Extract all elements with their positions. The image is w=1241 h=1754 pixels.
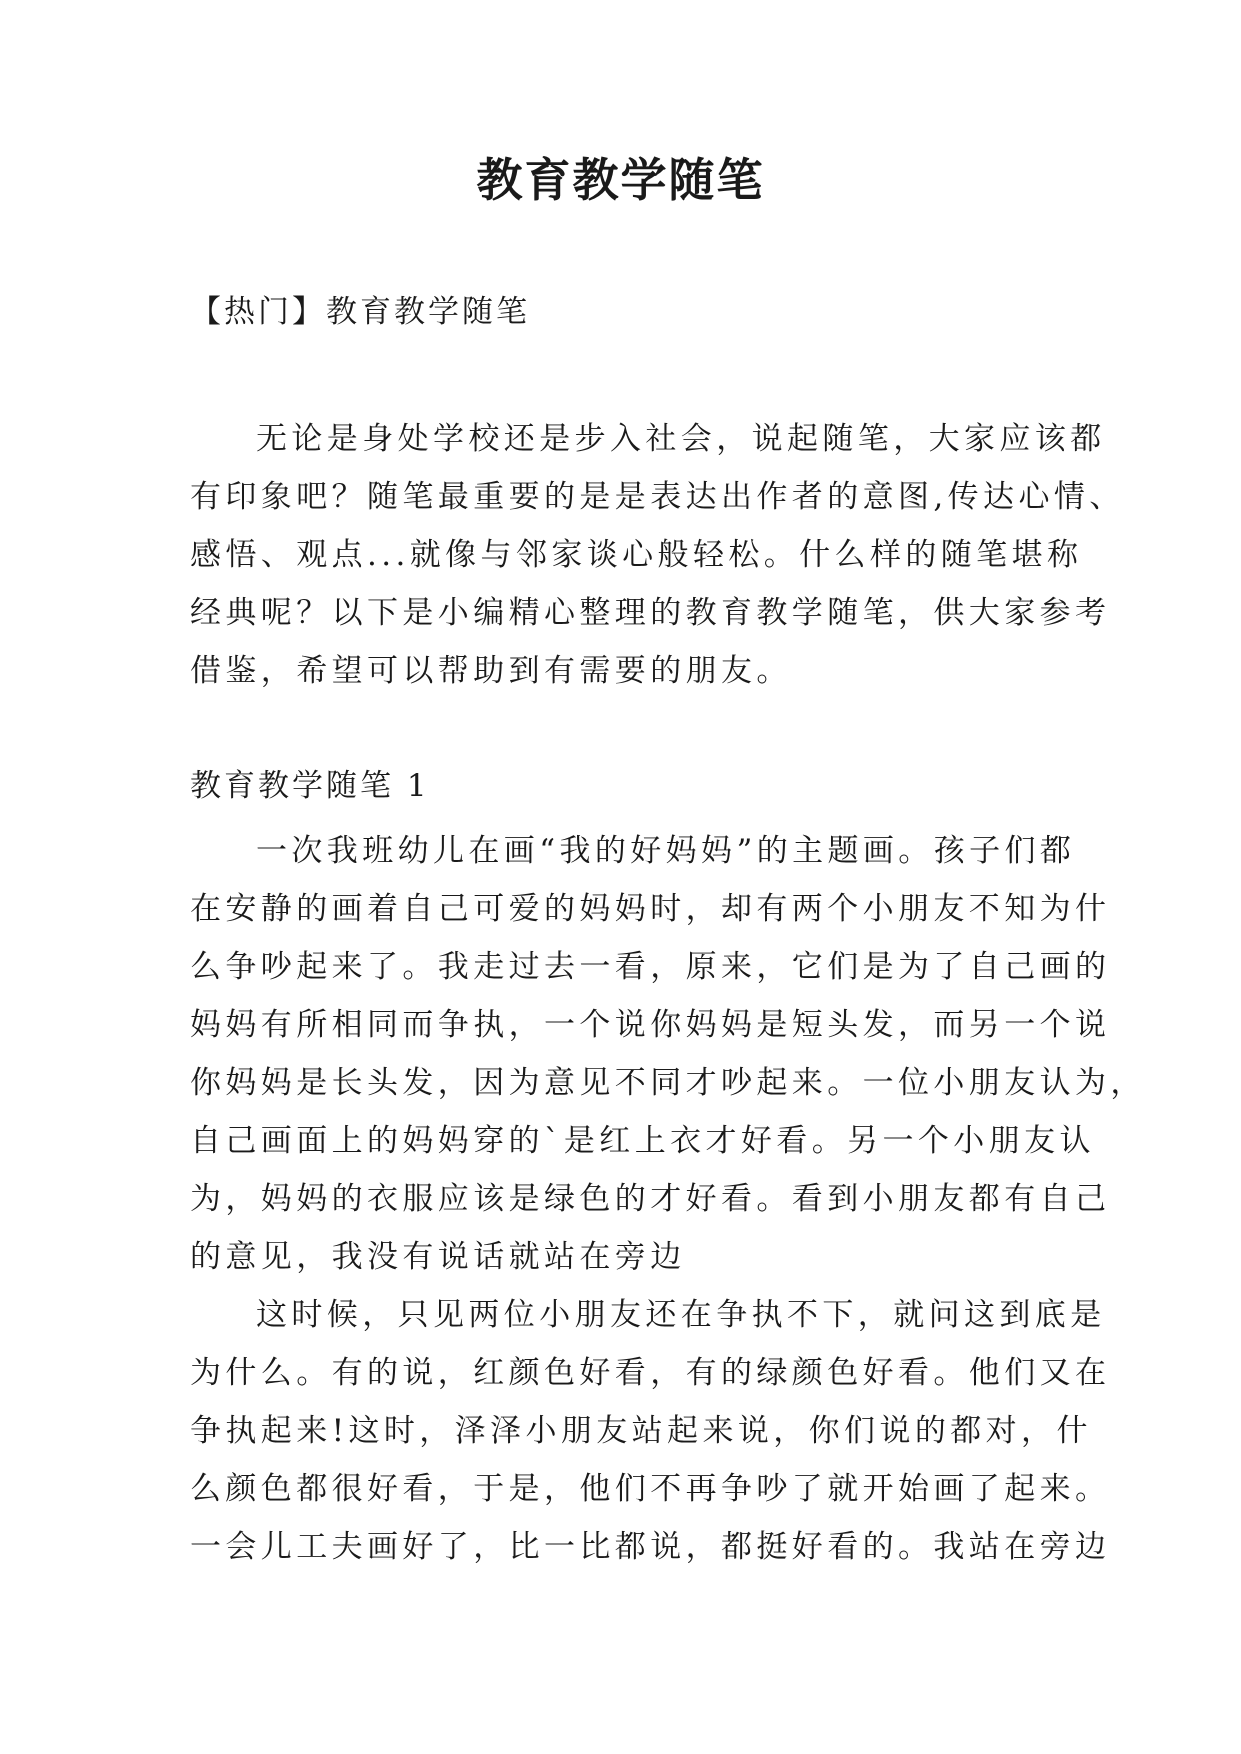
text-line: 感悟、观点...就像与邻家谈心般轻松。什么样的随笔堪称: [190, 537, 1083, 573]
body-paragraph-1: [190, 822, 1146, 1286]
text-line: 妈妈有所相同而争执，一个说你妈妈是短头发，而另一个说: [190, 1007, 1111, 1043]
text-line: 的意见，我没有说话就站在旁边: [190, 1239, 686, 1275]
text-line: 么争吵起来了。我走过去一看，原来，它们是为了自己画的: [190, 949, 1111, 985]
essay-body: [190, 822, 1146, 1576]
text-line: 有印象吧？随笔最重要的是是表达出作者的意图,传达心情、: [190, 479, 1125, 515]
text-line: 自己画面上的妈妈穿的`是红上衣才好看。另一个小朋友认: [190, 1123, 1095, 1159]
body-paragraph-2: [190, 1286, 1111, 1576]
text-line: 借鉴，希望可以帮助到有需要的朋友。: [190, 653, 792, 689]
text-line: 一会儿工夫画好了，比一比都说，都挺好看的。我站在旁边: [190, 1529, 1111, 1565]
document-title: 教育教学随笔: [476, 153, 765, 207]
text-line: 经典呢？以下是小编精心整理的教育教学随笔，供大家参考: [190, 595, 1111, 631]
text-line: 这时候，只见两位小朋友还在争执不下，就问这到底是: [256, 1297, 1106, 1333]
text-line: 为，妈妈的衣服应该是绿色的才好看。看到小朋友都有自己: [190, 1181, 1111, 1217]
text-line: 一次我班幼儿在画“我的好妈妈”的主题画。孩子们都: [256, 833, 1076, 869]
section-heading: 教育教学随笔 1: [190, 768, 430, 804]
text-line: 么颜色都很好看，于是，他们不再争吵了就开始画了起来。: [190, 1471, 1111, 1507]
text-line: 争执起来!这时，泽泽小朋友站起来说，你们说的都对，什: [190, 1413, 1092, 1449]
intro-paragraph: [190, 410, 1125, 700]
text-line: 无论是身处学校还是步入社会，说起随笔，大家应该都: [256, 421, 1106, 457]
text-line: 为什么。有的说，红颜色好看，有的绿颜色好看。他们又在: [190, 1355, 1111, 1391]
text-line: 你妈妈是长头发，因为意见不同才吵起来。一位小朋友认为，: [190, 1065, 1146, 1101]
text-line: 在安静的画着自己可爱的妈妈时，却有两个小朋友不知为什: [190, 891, 1111, 927]
document-subtitle: 【热门】教育教学随笔: [190, 294, 530, 330]
